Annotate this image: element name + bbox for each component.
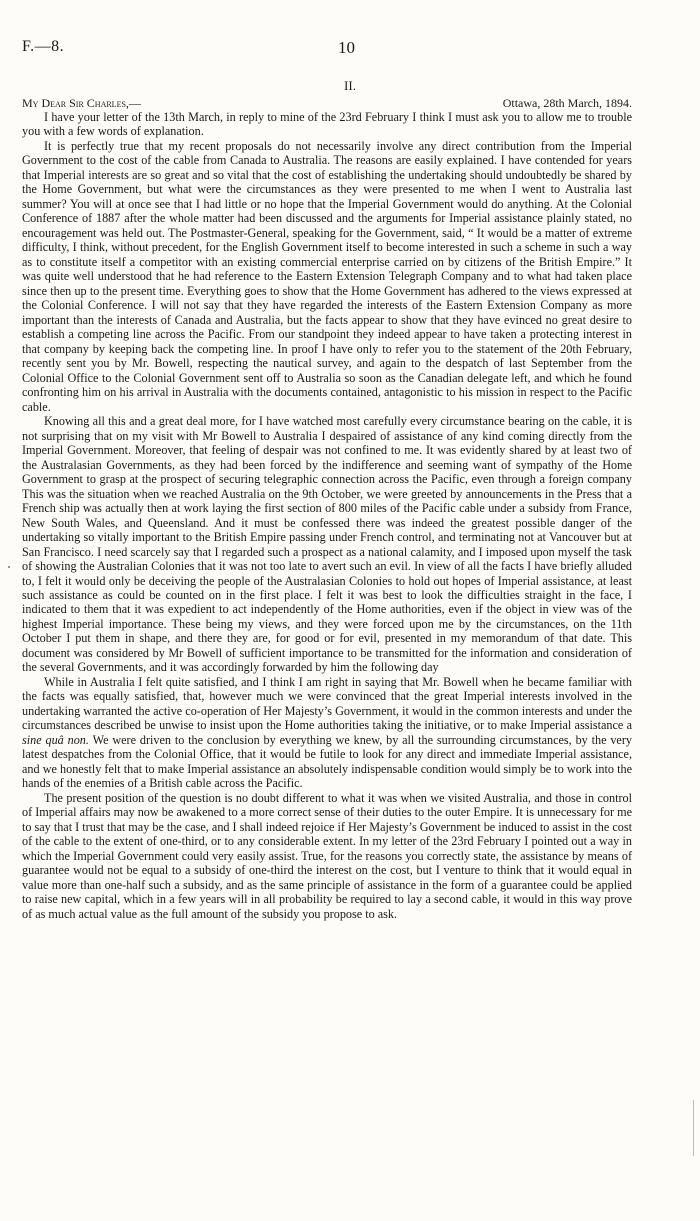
dateline: Ottawa, 28th March, 1894. <box>502 96 632 110</box>
paragraph-text: While in Australia I felt quite satisfied, and I think I am right in saying that Mr. Bowell when he became familiar with the facts was equally satisfied, that, however much we were convinced that the great Imperial interests involved in the undertaking warranted the active co-operation of Her Majesty’s Government, it would in the common interests and under the circumstances described be unwise to insist upon the Home authorities taking the initiative, or to make Imperial assistance a <box>22 674 632 733</box>
page-number: 10 <box>338 38 355 57</box>
letter-body <box>22 110 632 921</box>
salutation: My Dear Sir Charles,— <box>22 96 141 110</box>
latin-phrase: sine quâ non. <box>22 732 89 747</box>
paragraph: Knowing all this and a great deal more, for I have watched most carefully every circumstance bearing on the cable, it is not surprising that on my visit with Mr Bowell to Australia I despaired of assistance of any kind coming directly from the Imperial Government. Moreover, that feeling of despair was not confined to me. It was evidently shared by at least two of the Australasian Governments, as they had been forced by the indifference and seeming want of sympathy of the Home Government to grasp at the prospect of securing telegraphic connection across the Pacific, even through a foreign company This was the situation when we reached Australia on the 9th October, we were greeted by announcements in the Press that a French ship was actually then at work laying the first section of 800 miles of the Pacific cable under a subsidy from France, New South Wales, and Queensland. And it must be confessed there was indeed the greatest possible danger of the undertaking so vitally important to the British Empire passing under French control, and terminating not at Vancouver but at San Francisco. I need scarcely say that I regarded such a prospect as a national calamity, and I imposed upon myself the task of showing the Australian Colonies that it was not too late to avert such an evil. In view of all the facts I have briefly alluded to, I felt it would only be deceiving the people of the Australasian Colonies to hold out hopes of Imperial assistance, at least such assistance as could be counted on in the first place. I felt it was best to look the difficulties straight in the face, I indicated to them that it was expedient to act independently of the Home authorities, even if the object in view was of the highest Imperial importance. These being my views, and they were forced upon me by the circumstances, on the 11th October I put them in shape, and there they are, for good or for evil, presented in my memorandum of that date. This document was considered by Mr Bowell of sufficient importance to be transmitted for the information and consideration of the several Governments, and it was accordingly forwarded by him the following day <box>22 414 632 675</box>
section-number: II. <box>344 78 356 93</box>
letter-header <box>22 96 632 111</box>
margin-rule <box>693 1100 694 1156</box>
paragraph: It is perfectly true that my recent proposals do not necessarily involve any direct contribution from the Imperial Government to the cost of the cable from Canada to Australia. The reasons are easily explained. I have contended for years that Imperial interests are so great and so vital that the cost of establishing the undertaking should undoubtedly be shared by the Home Government, but what were the circumstances as they were presented to me when I went to Australia last summer? You will at once see that I had little or no hope that the Imperial Government would do anything. At the Colonial Conference of 1887 after the whole matter had been discussed and the arguments for Imperial assistance plainly stated, no encouragement was held out. The Postmaster-General, speaking for the Government, said, “ It would be a matter of extreme difficulty, I think, without precedent, for the English Government itself to become interested in such a scheme in such a way as to constitute itself a competitor with an existing commercial enterprise carried on by citizens of the British Empire.” It was quite well understood that he had reference to the Eastern Extension Telegraph Company and to what had taken place since then up to the present time. Everything goes to show that the Home Government has adhered to the views expressed at the Colonial Conference. I will not say that they have regarded the interests of the Eastern Extension Company as more important than the interests of Canada and Australia, but the facts appear to show that they have evinced no great desire to establish a competing line across the Pacific. From our standpoint they indeed appear to have taken a protecting interest in that company by keeping back the competing line. In proof I have only to refer you to the statement of the 20th February, recently sent you by Mr. Bowell, respecting the nautical survey, and again to the despatch of last September from the Colonial Office to the Colonial Government sent off to Australia so soon as the Canadian delegate left, and which he found confronting him on his arrival in Australia with the documents contained, antagonistic to his mission in respect to the Pacific cable. <box>22 138 632 414</box>
document-reference: F.—8. <box>22 38 65 55</box>
paragraph-text: We were driven to the conclusion by everything we knew, by all the surrounding circumstances, by the very latest despatches from the Colonial Office, that it would be futile to look for any direct and immediate Imperial assistance, and we honestly felt that to make Imperial assistance an absolutely indispensable condition would simply be to work into the hands of the enemies of a British cable across the Pacific. <box>22 732 632 791</box>
margin-mark <box>8 566 10 568</box>
paragraph: I have your letter of the 13th March, in reply to mine of the 23rd February I think I must ask you to allow me to trouble you with a few words of explanation. <box>22 110 632 139</box>
paragraph <box>22 675 632 791</box>
paragraph: The present position of the question is no doubt different to what it was when we visited Australia, and those in control of Imperial affairs may now be awakened to a more correct sense of their duties to the outer Empire. It is unnecessary for me to say that I trust that may be the case, and I shall indeed rejoice if Her Majesty’s Government be induced to assist in the cost of the cable to the extent of one-third, or to any considerable extent. In my letter of the 23rd February I pointed out a way in which the Imperial Government could very easily assist. True, for the reasons you correctly state, the assistance by means of guarantee would not be equal to a subsidy of one-third the interest on the cost, but I venture to think that it would equal in value more than one-half such a subsidy, and as the same principle of assistance in the form of a guarantee could be applied to raise new capital, which in a few years will in all probability be required to lay a second cable, it would in this way prove of as much actual value as the full amount of the subsidy you propose to ask. <box>22 790 632 921</box>
